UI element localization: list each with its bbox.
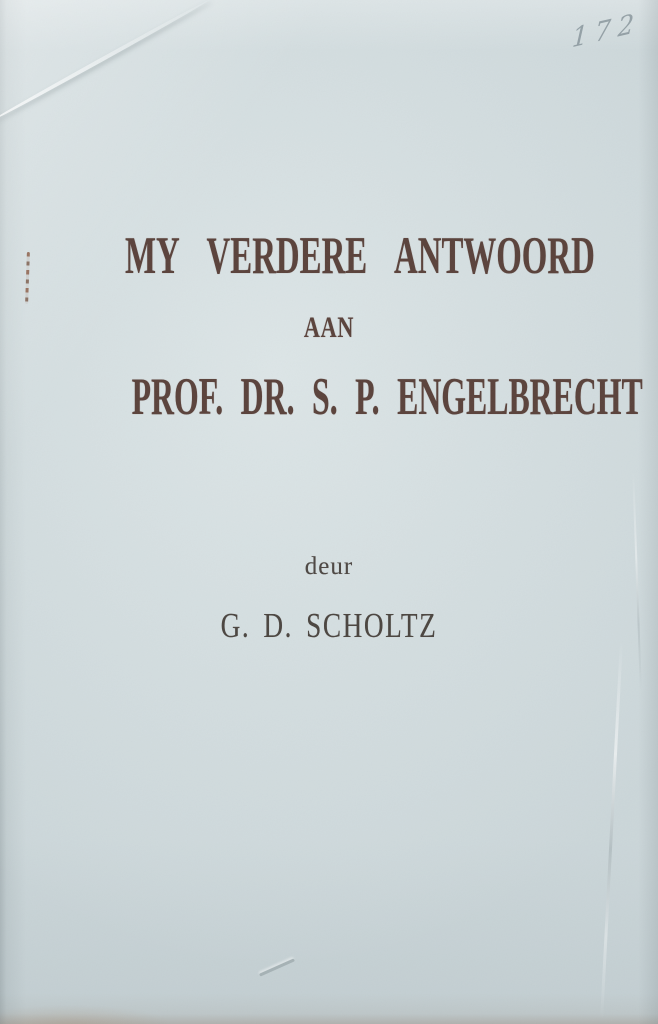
crease-right-middle bbox=[632, 470, 642, 690]
staple-rust-mark bbox=[25, 252, 30, 304]
author-name: G. D. SCHOLTZ bbox=[220, 606, 438, 645]
crease-right-lower bbox=[600, 640, 623, 1020]
handwritten-note: 172 bbox=[571, 7, 642, 55]
title-line-2: PROF. DR. S. P. ENGELBRECHT bbox=[131, 368, 643, 426]
smudge-bottom-left bbox=[0, 995, 230, 1024]
crease-center-bottom bbox=[259, 958, 295, 976]
byline-label: deur bbox=[304, 553, 354, 580]
crease-top-left bbox=[0, 0, 211, 122]
title-conjunction: AAN bbox=[303, 311, 355, 344]
title-line-1: MY VERDERE ANTWOORD bbox=[125, 227, 595, 285]
